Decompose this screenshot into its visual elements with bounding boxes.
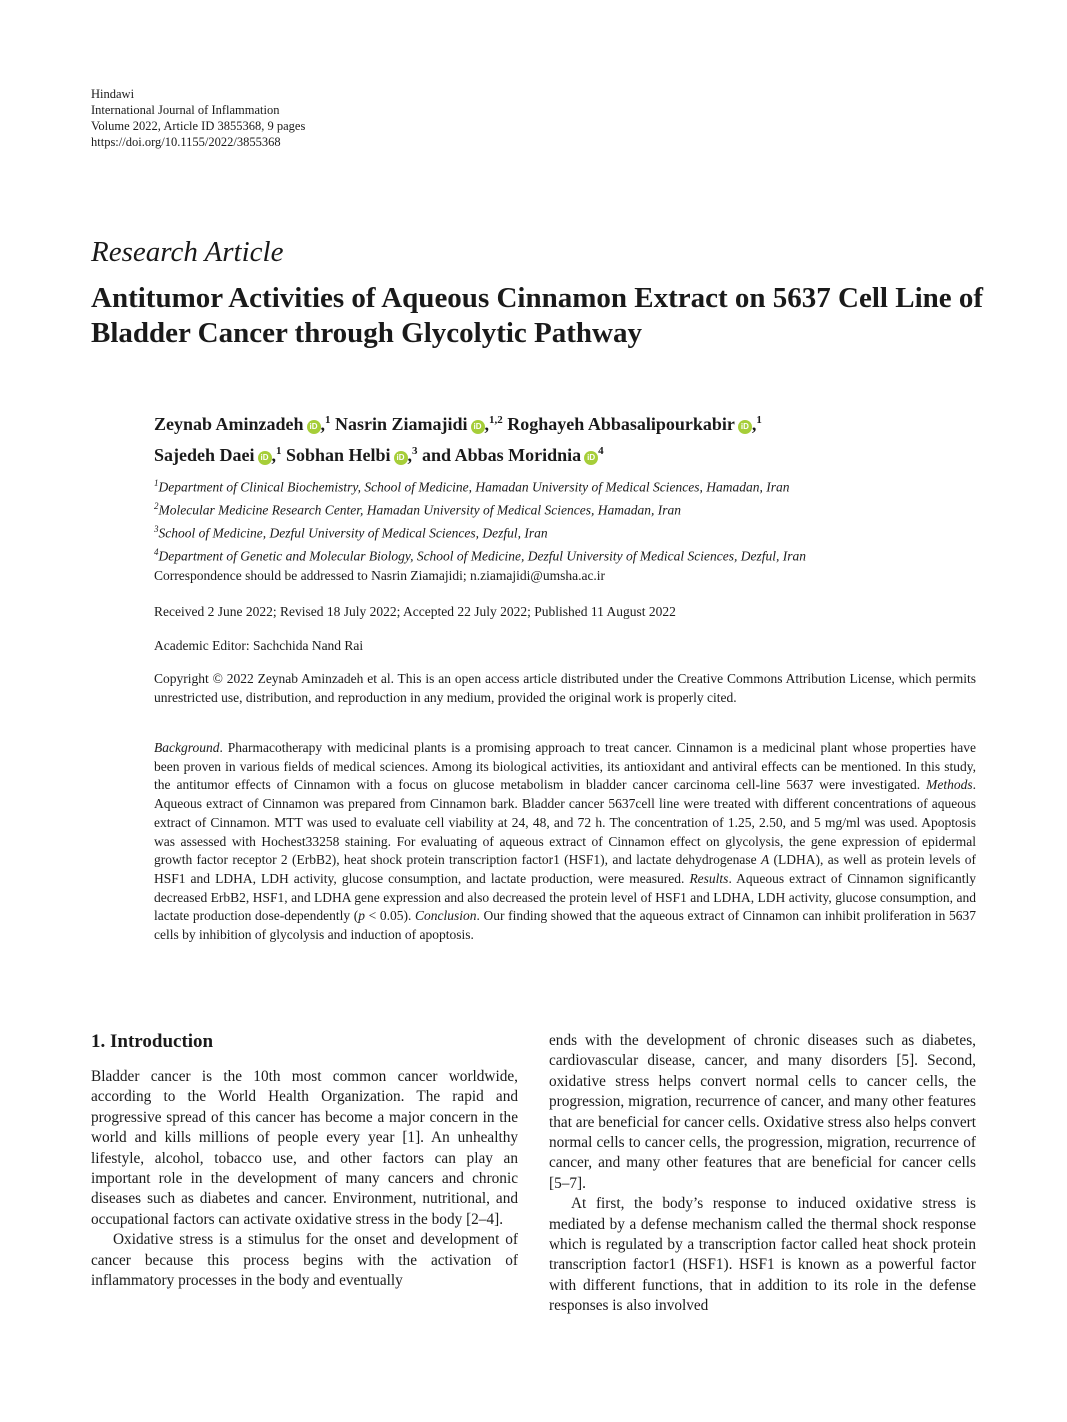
doi-link[interactable]: https://doi.org/10.1155/2022/3855368 xyxy=(91,135,281,149)
affiliation-number: 4 xyxy=(154,547,159,557)
author[interactable] xyxy=(507,414,762,434)
abstract-methods-italic: A xyxy=(760,852,770,868)
abstract-conclusion-text: . Our finding showed that the aqueous extract of Cinnamon can inhibit proliferation in 5637 cells by inhibition of glycolysis and induction of apoptosis. xyxy=(154,908,977,943)
abstract-methods-label: Methods xyxy=(926,777,973,793)
body-paragraph: ends with the development of chronic diseases such as diabetes, cardiovascular disease, cancer, and many disorders [5]. Second, oxidative stress helps convert normal cells to cancer cells, the progression, migration, recurrence of cancer, and many other features that are beneficial for cancer cells. Oxidative stress also helps convert normal cells to cancer cells, the progression, migration, recurrence of cancer, and many other features that are beneficial for cancer cells [5–7]. xyxy=(549,1032,976,1192)
affiliation xyxy=(154,474,984,497)
author[interactable] xyxy=(286,445,418,465)
abstract-results-text: . Aqueous extract of Cinnamon significantly decreased ErbB2, HSF1, and LDHA gene expression and also decreased the protein level of HSF1 and LDHA, LDH activity, glucose consumption, and lactate production dose-dependently ( xyxy=(154,870,976,924)
body-paragraph: Bladder cancer is the 10th most common cancer worldwide, according to the World Health Organization. The rapid and progressive spread of this cancer has become a major concern in the world and kills millions of people every year [1]. An unhealthy lifestyle, alcohol, tobacco use, and other factors can play an important role in the development of many cancers and chronic diseases such as diabetes and cancer. Environment, nutritional, and occupational factors can activate oxidative stress in the body [2–4]. xyxy=(91,1068,518,1228)
author-name: Roghayeh Abbasalipourkabir xyxy=(507,414,735,434)
abstract-background-label: Background xyxy=(154,740,220,755)
author-separator: , xyxy=(751,414,757,434)
body-column-left xyxy=(91,1030,518,1291)
orcid-icon[interactable]: iD xyxy=(471,420,485,434)
author-name: Zeynab Aminzadeh xyxy=(154,414,304,434)
abstract-methods-text: . Aqueous extract of Cinnamon was prepared from Cinnamon bark. Bladder cancer 5637cell line were treated with different concentrations of aqueous extract of Cinnamon. MTT was used to evaluate cell viability at 24, 48, and 72 h. The concentration of 1.25, 2.50, and 5 mg/ml was used. Apoptosis was assessed with Hochest33258 staining. For evaluating of aqueous extract of Cinnamon effect on glycolysis, the gene expression of epidermal growth factor receptor 2 (ErbB2), heat shock protein transcription factor1 (HSF1), and lactate dehydrogenase xyxy=(154,777,976,868)
publication-dates: Received 2 June 2022; Revised 18 July 2022; Accepted 22 July 2022; Published 11 August 2022 xyxy=(154,604,676,619)
orcid-icon[interactable]: iD xyxy=(307,420,321,434)
author-separator: , xyxy=(484,414,490,434)
author[interactable] xyxy=(154,445,282,465)
affiliation xyxy=(154,543,984,566)
section-heading: 1. Introduction xyxy=(91,1031,214,1052)
author-separator: , xyxy=(407,445,413,465)
abstract-results-label: Results xyxy=(689,870,729,886)
orcid-icon[interactable]: iD xyxy=(258,451,272,465)
author[interactable] xyxy=(335,414,503,434)
copyright-notice: Copyright © 2022 Zeynab Aminzadeh et al. This is an open access article distributed under the Creative Commons Attribution License, which permits unrestricted use, distribution, and reproduction in any medium, provided the original work is properly cited. xyxy=(154,671,976,705)
abstract-methods-text-cont: (LDHA), as well as protein levels of HSF1 and LDHA, LDH activity, glucose consumption, and lactate production, were measured. xyxy=(154,852,976,886)
author-affiliation-ref: 1 xyxy=(276,445,282,457)
body-paragraph: At first, the body’s response to induced oxidative stress is mediated by a defense mechanism called the thermal shock response which is regulated by a transcription factor called heat shock protein transcription factor1 (HSF1). HSF1 is known as a powerful factor with different functions, that in addition to its role in the defense responses is also involved xyxy=(549,1195,976,1315)
author-affiliation-ref: 4 xyxy=(598,445,604,457)
affiliation-text: School of Medicine, Dezful University of Medical Sciences, Dezful, Iran xyxy=(158,525,548,541)
author-separator: , xyxy=(320,414,326,434)
orcid-icon[interactable]: iD xyxy=(394,451,408,465)
abstract-background-text: . Pharmacotherapy with medicinal plants is a promising approach to treat cancer. Cinnamon is a medicinal plant whose properties have been proven in various fields of medical sciences. Among its biological activities, its antioxidant and antiviral effects can be mentioned. In this study, the antitumor effects of Cinnamon with a focus on glucose metabolism in bladder cancer carcinoma cell-line 5637 were investigated. xyxy=(154,740,976,793)
author-name: Sajedeh Daei xyxy=(154,445,255,465)
abstract xyxy=(154,739,976,945)
abstract-conclusion-label: Conclusion xyxy=(415,908,477,924)
author-affiliation-ref: 1,2 xyxy=(489,414,503,426)
affiliation-text: Department of Genetic and Molecular Biology, School of Medicine, Dezful University of Medical Sciences, Dezful, Iran xyxy=(158,548,806,564)
author-affiliation-ref: 1 xyxy=(756,414,762,426)
article-type: Research Article xyxy=(91,236,284,268)
orcid-icon[interactable]: iD xyxy=(738,420,752,434)
journal-name: International Journal of Inflammation xyxy=(91,103,280,117)
author[interactable] xyxy=(154,414,331,434)
author-list xyxy=(154,407,984,469)
affiliation-number: 1 xyxy=(154,478,159,488)
volume-info: Volume 2022, Article ID 3855368, 9 pages xyxy=(91,119,306,133)
abstract-p-value-symbol: p xyxy=(358,908,366,924)
publisher-name: Hindawi xyxy=(91,87,135,101)
academic-editor: Academic Editor: Sachchida Nand Rai xyxy=(154,638,364,653)
affiliation xyxy=(154,520,984,543)
author-name: Nasrin Ziamajidi xyxy=(335,414,468,434)
affiliation xyxy=(154,497,984,520)
body-column-right xyxy=(549,1031,976,1317)
journal-header xyxy=(91,86,305,150)
author[interactable] xyxy=(422,445,604,465)
affiliation-number: 3 xyxy=(154,524,159,534)
affiliation-text: Molecular Medicine Research Center, Hamadan University of Medical Sciences, Hamadan, Iran xyxy=(158,502,681,518)
affiliation-text: Department of Clinical Biochemistry, School of Medicine, Hamadan University of Medical Sciences, Hamadan, Iran xyxy=(158,479,790,495)
correspondence[interactable]: Correspondence should be addressed to Nasrin Ziamajidi; n.ziamajidi@umsha.ac.ir xyxy=(154,568,606,583)
affiliation-number: 2 xyxy=(154,501,159,511)
author-name: Abbas Moridnia xyxy=(454,445,582,465)
abstract-results-text-cont: < 0.05). xyxy=(365,908,416,924)
author-conjunction: and xyxy=(422,445,455,465)
author-name: Sobhan Helbi xyxy=(286,445,391,465)
author-affiliation-ref: 3 xyxy=(412,445,418,457)
affiliation-list xyxy=(154,474,984,566)
orcid-icon[interactable]: iD xyxy=(584,451,598,465)
article-title: Antitumor Activities of Aqueous Cinnamon Extract on 5637 Cell Line of Bladder Cancer through Glycolytic Pathway xyxy=(91,282,984,349)
author-affiliation-ref: 1 xyxy=(325,414,331,426)
author-separator: , xyxy=(271,445,276,465)
body-paragraph: Oxidative stress is a stimulus for the onset and development of cancer because this process begins with the activation of inflammatory processes in the body and eventually xyxy=(91,1231,518,1290)
